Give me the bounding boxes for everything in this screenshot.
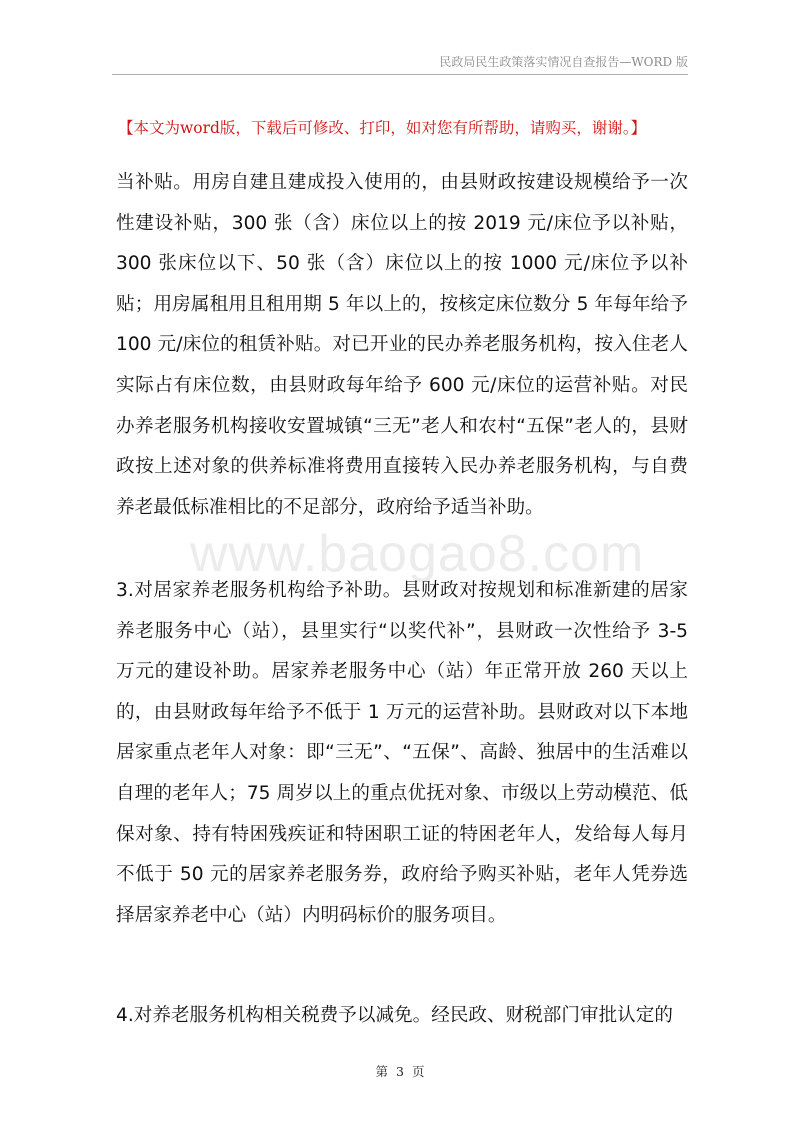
watermark: www.baogao8.com <box>190 525 645 583</box>
page-footer <box>0 1062 800 1080</box>
paragraph-block-4 <box>116 996 688 1037</box>
footer-prefix: 第 <box>375 1064 389 1079</box>
paragraph-block-3 <box>116 571 688 936</box>
paragraph-home-care-subsidy: 3.对居家养老服务机构给予补助。县财政对按规划和标准新建的居家养老服务中心（站），县里实行“以奖代补”，县财政一次性给予 3-5 万元的建设补助。居家养老服务中心（站）年正常开放 260 天以上的，由县财政每年给予不低于 1 万元的运营补助。县财政对以下本地居家重点老年人对象：即“三无”、“五保”、高龄、独居中的生活难以自理的老年人；75 周岁以上的重点优抚对象、市级以上劳动模范、低保对象、持有特困残疾证和特困职工证的特困老年人，发给每人每月不低于 50 元的居家养老服务券，政府给予购买补贴，老年人凭券选择居家养老中心（站）内明码标价的服务项目。 <box>116 580 688 926</box>
download-notice: 【本文为word版，下载后可修改、打印，如对您有所帮助，请购买，谢谢。】 <box>118 119 647 137</box>
paragraph-block-1 <box>116 163 688 528</box>
paragraph-tax-relief: 4.对养老服务机构相关税费予以减免。经民政、财税部门审批认定的 <box>116 1005 673 1026</box>
header-divider <box>112 74 688 75</box>
footer-suffix: 页 <box>411 1064 425 1079</box>
page-number: 3 <box>396 1064 404 1079</box>
document-header-title: 民政局民生政策落实情况自查报告—WORD 版 <box>439 55 688 69</box>
paragraph-subsidy-continuation: 当补贴。用房自建且建成投入使用的，由县财政按建设规模给予一次性建设补贴，300 张（含）床位以上的按 2019 元/床位予以补贴，300 张床位以下、50 张（含）床位以上的按 1000 元/床位予以补贴；用房属租用且租用期 5 年以上的，按核定床位数分 5 年每年给予 100 元/床位的租赁补贴。对已开业的民办养老服务机构，按入住老人实际占有床位数，由县财政每年给予 600 元/床位的运营补贴。对民办养老服务机构接收安置城镇“三无”老人和农村“五保”老人的，县财政按上述对象的供养标准将费用直接转入民办养老服务机构，与自费养老最低标准相比的不足部分，政府给予适当补助。 <box>116 172 688 518</box>
